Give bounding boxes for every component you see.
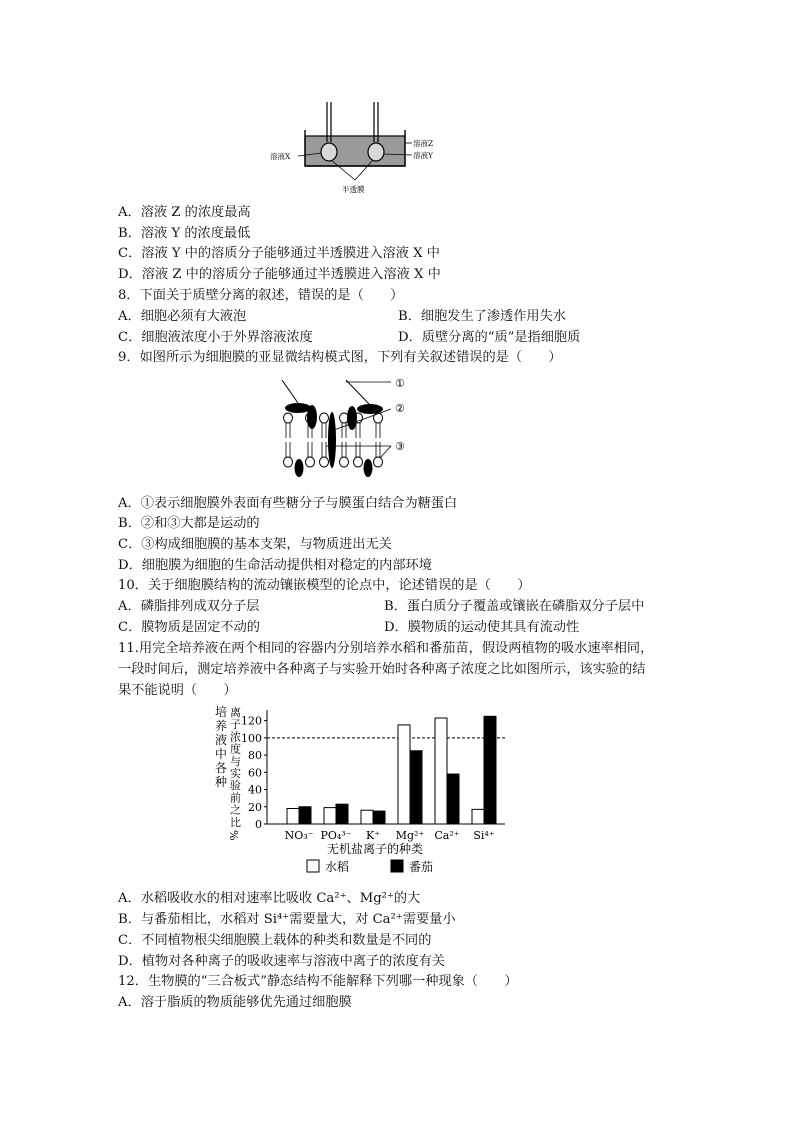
- chart-x-ticks: [285, 829, 495, 842]
- y-tick-label: 40: [248, 783, 262, 797]
- bar-rice: [398, 725, 410, 824]
- y-label-char: 子: [230, 718, 241, 732]
- q8-option-c: C．细胞液浓度小于外界溶液浓度: [118, 330, 313, 345]
- q7-option-d: D．溶液 Z 中的溶质分子能够通过半透膜进入溶液 X 中: [118, 267, 441, 282]
- q11-stem-line2: 一段时间后，测定培养液中各种离子与实验开始时各种离子浓度之比如图所示，该实验的结: [118, 662, 646, 677]
- chart-bars: [287, 716, 496, 824]
- legend-swatch: [307, 860, 319, 872]
- label-3: ③: [395, 440, 405, 453]
- q12-stem: 12．生物膜的“三合板式”静态结构不能解释下列哪一种现象（ ）: [118, 974, 518, 989]
- y-label-char: 各: [215, 761, 228, 775]
- bar-tomato: [447, 774, 459, 824]
- y-label-char: 实: [230, 767, 241, 780]
- legend-label: 水稻: [325, 860, 350, 874]
- q11-stem-line3: 果不能说明（ ）: [118, 683, 237, 698]
- chart-y-label: [215, 705, 241, 840]
- y-tick-label: 0: [255, 818, 262, 831]
- q9-option-d: D．细胞膜为细胞的生命活动提供相对稳定的内部环境: [118, 558, 432, 573]
- label-2: ②: [395, 402, 405, 415]
- y-label-char: 前: [230, 791, 241, 805]
- label-1: ①: [395, 377, 405, 390]
- q10-option-a: A．磷脂排列成双分子层: [118, 599, 260, 614]
- x-tick-label: K⁺: [365, 829, 381, 842]
- y-tick-label: 120: [241, 714, 262, 728]
- y-tick-label: 80: [248, 749, 262, 763]
- q9-option-a: A．①表示细胞膜外表面有些糖分子与膜蛋白结合为糖蛋白: [118, 496, 458, 511]
- x-tick-label: PO₄³⁻: [320, 829, 352, 842]
- q10-option-d: D．膜物质的运动使其具有流动性: [384, 620, 580, 635]
- membrane-label: 半透膜: [342, 185, 365, 194]
- y-label-char: 浓: [230, 730, 241, 744]
- y-tick-label: 60: [248, 766, 262, 780]
- q10-option-b: B．蛋白质分子覆盖或镶嵌在磷脂双分子层中: [384, 599, 645, 614]
- membrane-proteins: [285, 403, 383, 477]
- solution-x-label: 溶液X: [270, 152, 291, 161]
- bar-tomato: [373, 811, 385, 824]
- y-label-char: %: [227, 830, 240, 841]
- q8-stem: 8．下面关于质壁分离的叙述，错误的是（ ）: [118, 288, 404, 303]
- y-label-char: 比: [230, 815, 241, 829]
- q9-option-c: C．③构成细胞膜的基本支架，与物质进出无关: [118, 537, 392, 552]
- bar-tomato: [410, 751, 422, 824]
- bar-rice: [287, 808, 299, 824]
- bar-rice: [435, 718, 447, 824]
- q8-option-a: A．细胞必须有大液泡: [118, 309, 247, 324]
- osmosis-apparatus-figure: [270, 98, 450, 198]
- bar-rice: [361, 810, 373, 824]
- y-label-char: 验: [230, 779, 241, 793]
- legend-label: 番茄: [409, 860, 434, 874]
- chart-x-label: 无机盐离子的种类: [326, 842, 424, 856]
- q10-stem: 10．关于细胞膜结构的流动镶嵌模型的论点中，论述错误的是（ ）: [118, 578, 531, 593]
- bar-rice: [324, 808, 336, 824]
- q11-option-a: A．水稻吸收水的相对速率比吸收 Ca²⁺、Mg²⁺的大: [118, 891, 421, 906]
- ion-concentration-chart: [205, 704, 525, 876]
- y-label-char: 与: [230, 754, 241, 768]
- y-label-char: 液: [215, 733, 228, 747]
- x-tick-label: NO₃⁻: [284, 829, 314, 842]
- x-tick-label: Si⁴⁺: [473, 829, 495, 842]
- y-label-char: 度: [230, 742, 241, 756]
- q9-option-b: B．②和③大都是运动的: [118, 516, 260, 531]
- q8-option-d: D．质壁分离的“质”是指细胞质: [398, 330, 581, 345]
- legend-swatch: [391, 860, 403, 872]
- y-label-char: 养: [215, 719, 228, 733]
- q9-stem: 9．如图所示为细胞膜的亚显微结构模式图，下列有关叙述错误的是（ ）: [118, 350, 562, 365]
- q7-option-c: C．溶液 Y 中的溶质分子能够通过半透膜进入溶液 X 中: [118, 246, 440, 261]
- q11-option-c: C．不同植物根尖细胞膜上载体的种类和数量是不同的: [118, 933, 432, 948]
- bar-tomato: [336, 804, 348, 824]
- q7-option-a: A．溶液 Z 的浓度最高: [118, 205, 251, 220]
- y-label-char: 培: [215, 705, 228, 719]
- q10-option-c: C．膜物质是固定不动的: [118, 620, 260, 635]
- q8-option-b: B．细胞发生了渗透作用失水: [398, 309, 566, 324]
- y-label-char: 之: [230, 803, 241, 817]
- x-tick-label: Ca²⁺: [434, 829, 460, 842]
- bar-tomato: [484, 716, 496, 824]
- y-label-char: 中: [215, 747, 228, 761]
- y-label-char: 离: [230, 706, 241, 719]
- q11-option-d: D．植物对各种离子的吸收速率与溶液中离子的浓度有关: [118, 954, 446, 969]
- solution-z-label: 溶液Z: [413, 139, 434, 148]
- bar-tomato: [299, 807, 311, 824]
- q12-option-a: A．溶于脂质的物质能够优先通过细胞膜: [118, 995, 352, 1010]
- q7-option-b: B．溶液 Y 的浓度最低: [118, 226, 251, 241]
- q11-stem-line1: 11.用完全培养液在两个相同的容器内分别培养水稻和番茄苗，假设两植物的吸水速率相同，: [118, 641, 654, 656]
- solution-y-label: 溶液Y: [413, 151, 433, 160]
- chart-legend: [307, 859, 433, 874]
- x-tick-label: Mg²⁺: [395, 829, 425, 842]
- y-tick-label: 100: [241, 731, 262, 745]
- y-label-char: 种: [215, 775, 228, 789]
- q11-option-b: B．与番茄相比，水稻对 Si⁴⁺需要量大，对 Ca²⁺需要量小: [118, 912, 456, 927]
- cell-membrane-figure: [274, 372, 424, 484]
- bar-rice: [472, 809, 484, 824]
- y-tick-label: 20: [248, 800, 262, 814]
